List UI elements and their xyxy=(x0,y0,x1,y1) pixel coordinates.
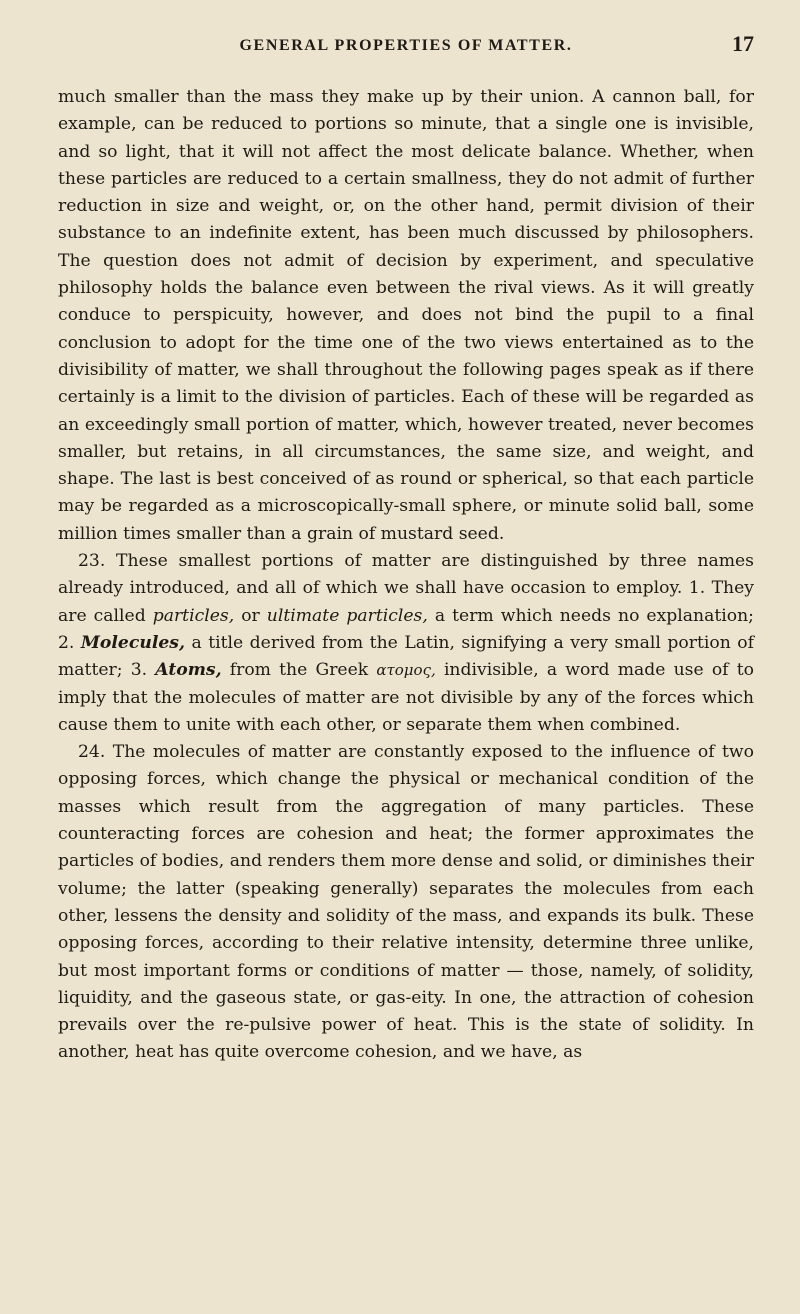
p23-text-c: a term which needs no explanation; 2. xyxy=(58,605,754,653)
p23-text-b: or xyxy=(234,605,267,626)
term-particles: particles, xyxy=(152,605,235,626)
p23-text-d: a title derived from the Latin, signifying a very small portion of matter; 3. xyxy=(58,632,754,681)
page-number: 17 xyxy=(732,31,754,56)
greek-word: ατομος, xyxy=(376,661,436,680)
running-head xyxy=(58,28,754,64)
p23-text-f: indivisible, a word made use of to imply that the molecules of matter are not divisible by any of the forces which cause them to unite with each other, or separate them when combined. xyxy=(58,660,754,735)
paragraph-continued: much smaller than the mass they make up by their union. A cannon ball, for example, can be reduced to portions so minute, that a single one is invisible, and so light, that it will not affect the most delicate balance. Whether, when these particles are reduced to a certain smallness, they do not admit of further reduction in size and weight, or, on the other hand, permit division of their substance to an indefinite extent, has been much discussed by philosophers. The question does not admit of decision by experiment, and speculative philosophy holds the balance even between the rival views. As it will greatly conduce to perspicuity, however, and does not bind the pupil to a final conclusion to adopt for the time one of the two views entertained as to the divisibility of matter, we shall throughout the following pages speak as if there certainly is a limit to the division of particles. Each of these will be regarded as an exceedingly small portion of matter, which, however treated, never becomes smaller, but retains, in all circumstances, the same size, and weight, and shape. The last is best conceived of as round or spherical, so that each particle may be regarded as a microscopically-small sphere, or minute solid ball, some million times smaller than a grain of mustard seed. xyxy=(58,87,754,544)
paragraph-23 xyxy=(58,548,754,739)
running-title: GENERAL PROPERTIES OF MATTER. xyxy=(239,37,573,54)
p23-text-e: from the Greek xyxy=(221,660,377,681)
body-text xyxy=(58,84,754,1067)
term-atoms: Atoms, xyxy=(155,660,222,681)
p23-text-a: 23. These smallest portions of matter are distinguished by three names already introduced, and all of which we shall have occasion to employ. 1. They are called xyxy=(58,551,754,626)
term-ultimate-particles: ultimate particles, xyxy=(266,605,428,626)
term-molecules: Molecules, xyxy=(80,632,185,653)
paragraph-24: 24. The molecules of matter are constantly exposed to the influence of two opposing forces, which change the physical or mechanical condition of the masses which result from the aggregation of many particles. These counteracting forces are cohesion and heat; the former approximates the particles of bodies, and renders them more dense and solid, or diminishes their volume; the latter (speaking generally) separates the molecules from each other, lessens the density and solidity of the mass, and expands its bulk. These opposing forces, according to their relative intensity, determine three unlike, but most important forms or conditions of matter — those, namely, of solidity, liquidity, and the gaseous state, or gas-eity. In one, the attraction of cohesion prevails over the re-pulsive power of heat. This is the state of solidity. In another, heat has quite overcome cohesion, and we have, as xyxy=(58,742,754,1063)
